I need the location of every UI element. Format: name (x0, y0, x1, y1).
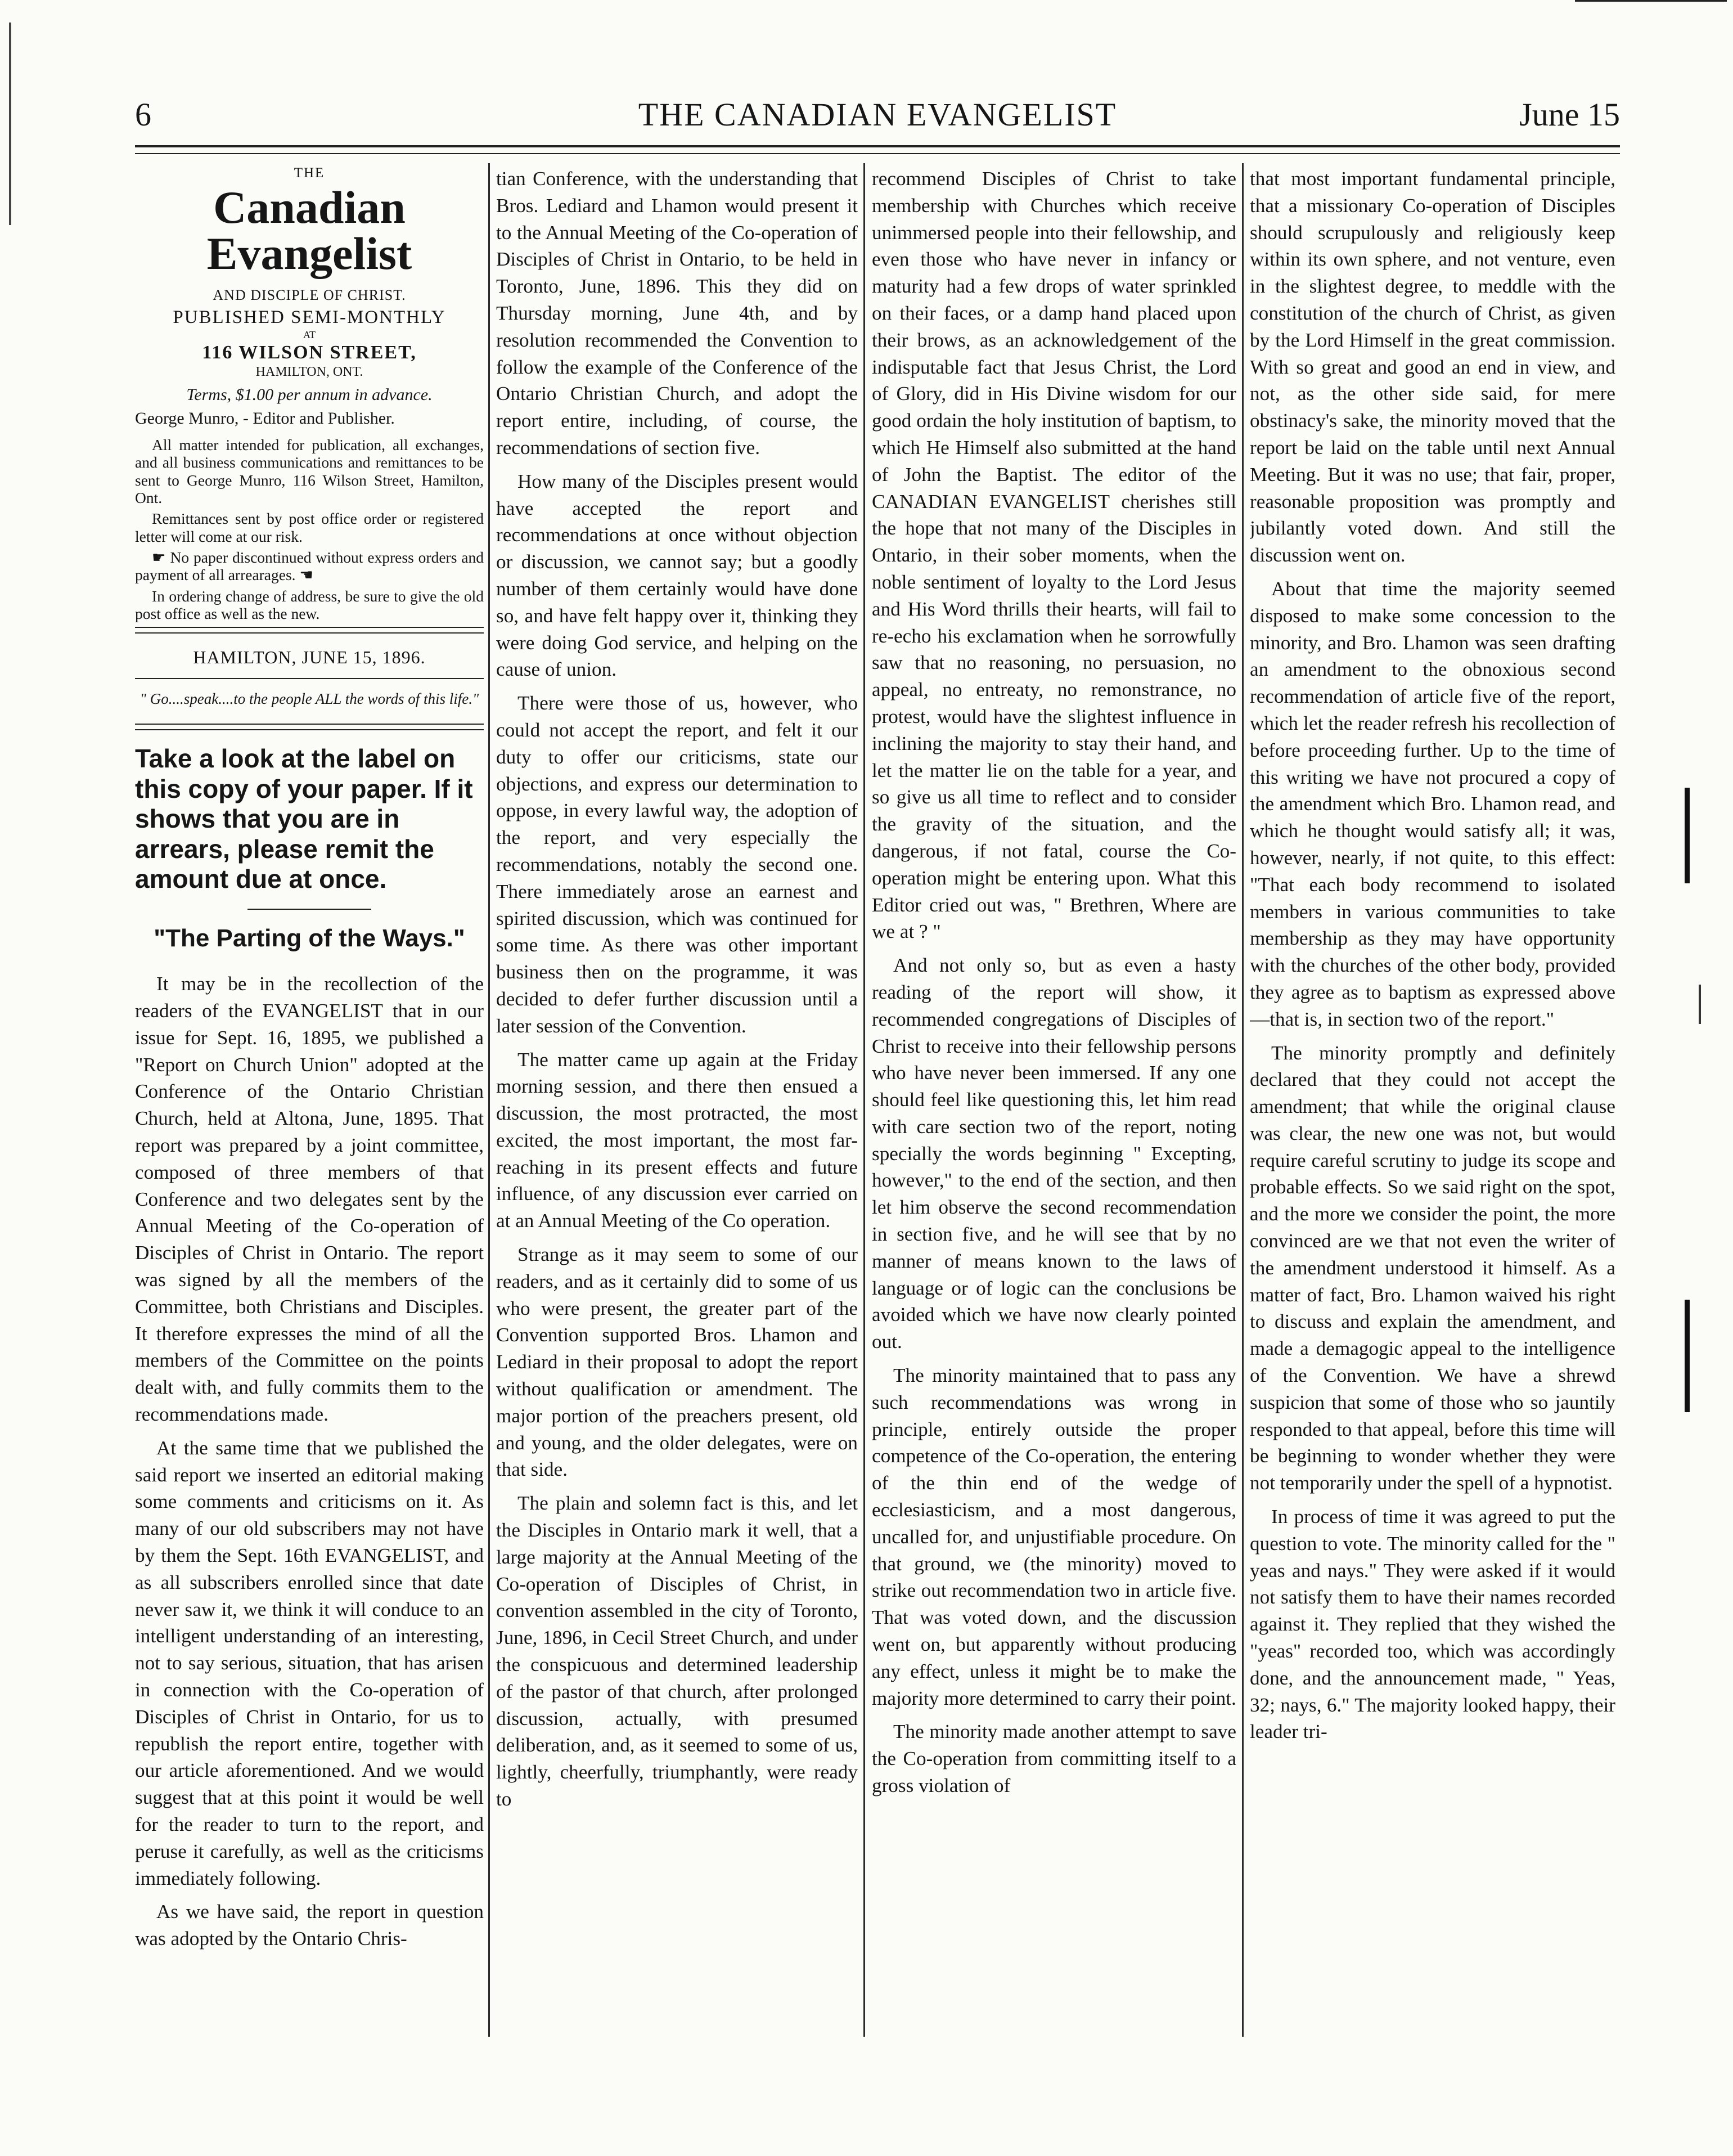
masthead-subtitle: AND DISCIPLE OF CHRIST. (213, 287, 406, 303)
article-paragraph: The matter came up again at the Friday morning session, and there then ensued a discussion, the most protracted, the most excited, the most important, the most far-reaching in its present effects and future influence, of any discussion ever carried on at an Annual Meeting of the Co operation. (496, 1048, 858, 1232)
masthead-the: THE (294, 165, 325, 181)
article-paragraph: The plain and solemn fact is this, and let the Disciples in Ontario mark it well, that a large majority at the Annual Meeting of the Co-operation of Disciples of Christ, in convention assembled in the city of Toronto, June, 1896, in Cecil Street Church, and under the conspicuous and determined leadership of the pastor of that church, after prolonged discussion, actually, with presumed deliberation, and, as it seemed to some of us, lightly, cheerfully, triumphantly, were ready to (496, 1492, 858, 1811)
margin-mark (1699, 985, 1701, 1024)
article-paragraph: tian Conference, with the understanding that Bros. Lediard and Lhamon would present it to the Annual Meeting of the Co-operation of Disciples of Christ in Ontario, to be held in Toronto, June, 1896. This they did on Thursday morning, June 4th, and by resolution recommended the Convention to follow the example of the Conference of the Ontario Christian Church, and adopt the report entire, including, of course, the recommendations of section five. (496, 168, 858, 459)
divider (135, 627, 484, 628)
divider (247, 909, 371, 910)
article-paragraph: It may be in the recollection of the readers of the EVANGELIST that in our issue for Sept. 16, 1895, we published a "Report on Church Union" adopted at the Conference of the Ontario Christian Church, held at Altona, June, 1895. That report was prepared by a joint committee, composed of three members of that Conference and two delegates sent by the Annual Meeting of the Co-operation of Disciples of Christ in Ontario. The report was signed by all the members of the Committee, both Christians and Disciples. It therefore expresses the mind of all the members of the Committee on the points dealt with, and fully commits them to the recommendations made. (135, 973, 484, 1426)
masthead-note: Remittances sent by post office order or registered letter will come at our risk. (135, 510, 484, 545)
masthead-city: HAMILTON, ONT. (255, 365, 363, 379)
page-number: 6 (135, 96, 151, 133)
left-edge-mark (9, 23, 11, 225)
column-rule-1 (488, 163, 490, 2037)
article-paragraph: In process of time it was agreed to put the question to vote. The minority called for the " yeas and nays." They were asked if it would not satisfy them to have their names recorded against it. They replied that they wished the "yeas" recorded too, which was accordingly done, and the announcement made, " Yeas, 32; nays, 6." The majority looked happy, their leader tri- (1250, 1506, 1615, 1743)
header-rule-bottom (135, 153, 1620, 154)
column-1 (135, 165, 484, 2039)
margin-mark (1685, 1300, 1690, 1412)
masthead-note: All matter intended for publication, all exchanges, and all business communications and remittances to be sent to George Munro, 116 Wilson Street, Hamilton, Ont. (135, 436, 484, 507)
article-paragraph: As we have said, the report in question was adopted by the Ontario Chris- (135, 1901, 484, 1950)
article-paragraph: At the same time that we published the said report we inserted an editorial making some comments and criticisms on it. As many of our old subscribers may not have by them the Sept. 16th EVANGELIST, and as all subscribers enrolled since that date never saw it, we think it will conduce to an intelligent understanding of an interesting, not to say serious, situation, that has arisen in connection with the Co-operation of Disciples of Christ in Ontario, for us to republish the report entire, together with our article aforementioned. And we would suggest that at this point it would be well for the reader to turn to the report, and peruse it carefully, as well as the criticisms immediately following. (135, 1436, 484, 1889)
divider (135, 678, 484, 679)
subscription-terms: Terms, $1.00 per annum in advance. (186, 385, 433, 404)
issue-date: June 15 (1519, 96, 1620, 133)
editor-line: George Munro, - Editor and Publisher. (135, 409, 395, 428)
article-paragraph: There were those of us, however, who could not accept the report, and felt it our duty to offer our criticisms, state our objections, and express our determination to oppose, in every lawful way, the adoption of the report, and very especially the recommendations, notably the second one. There immediately arose an earnest and spirited discussion, which was continued for some time. As there was other important business then on the programme, it was decided to defer further discussion until a later session of the Convention. (496, 692, 858, 1037)
masthead-note: In ordering change of address, be sure to give the old post office as well as the new. (135, 587, 484, 623)
article-paragraph: About that time the majority seemed disposed to make some concession to the minority, and Bro. Lhamon was seen drafting an amendment to the obnoxious second recommendation of article five of the report, which let the reader refresh his recollection of before proceeding further. Up to the time of this writing we have not procured a copy of the amendment which Bro. Lhamon read, and which he thought would satisfy all; it was, however, nearly, if not quite, to this effect: "That each body recommend to isolated members in various communities to take membership as they may have opportunity with the churches of the other body, provided they agree as to baptism as expressed above—that is, in section two of the report." (1250, 577, 1615, 1030)
article-paragraph: The minority promptly and definitely declared that they could not accept the amendment; that while the original clause was clear, the new one was not, but would require careful scrutiny to judge its scope and probable effects. So we said right on the spot, and the more we consider the point, the more convinced are we that not even the writer of the amendment understood it himself. As a matter of fact, Bro. Lhamon waived his right to discuss and explain the amendment, and made a demagogic appeal to the intelligence of the Convention. We have a shrewd suspicion that some of those who so jauntily responded to that appeal, before this time will be beginning to wonder whether they were not temporarily under the spell of a hypnotist. (1250, 1041, 1615, 1494)
divider (135, 632, 484, 634)
arrears-notice: Take a look at the label on this copy of your paper. If it shows that you are in arrears, please remit the amount due at once. (135, 744, 473, 893)
column-rule-3 (1242, 163, 1244, 2037)
header-rule-top (135, 145, 1620, 147)
masthead (135, 165, 484, 622)
masthead-street: 116 WILSON STREET, (202, 342, 417, 363)
column-rule-2 (863, 163, 865, 2037)
page-header (135, 96, 1620, 136)
column-3 (872, 165, 1236, 2039)
top-corner-rule (1575, 0, 1727, 2)
article-paragraph: recommend Disciples of Christ to take membership with Churches which receive unimmersed people into their fellowship, and even those who have never in infancy or maturity had a few drops of water sprinkled on their faces, or a damp hand placed upon their brows, as an acknowledgement of the indisputable fact that Jesus Christ, the Lord of Glory, did in His Divine wisdom for our good ordain the holy institution of baptism, to which He Himself also submitted at the hand of John the Baptist. The editor of the CANADIAN EVANGELIST cherishes still the hope that not many of the Disciples in Ontario, in their sober moments, when the noble sentiment of loyalty to the Lord Jesus and His Word thrills their hearts, will fail to re-echo his exclamation when he sorrowfully saw that no reasoning, no persuasion, no appeal, no entreaty, no remonstrance, no protest, would have the slightest influence in inclining the majority to stay their hand, and let the matter lie on the table for a year, and so give us all time to reflect and to consider the gravity of the situation, and the dangerous, if not fatal, course the Co-operation might be entering upon. What this Editor cried out was, " Brethren, Where are we at ? " (872, 168, 1236, 943)
divider (135, 729, 484, 730)
margin-mark (1685, 788, 1690, 883)
masthead-note: ☛ No paper discontinued without express orders and payment of all arrearages. ☚ (135, 549, 484, 584)
column-4 (1250, 165, 1615, 2039)
article-paragraph: And not only so, but as even a hasty reading of the report will show, it recommended congregations of Disciples of Christ to receive into their fellowship persons who have never been immersed. If any one should feel like questioning this, let him read with care section two of the report, noting specially the words beginning " Excepting, however," to the end of the section, and then let him observe the second recommendation in section five, and he will see that by no manner of means known to the laws of language or of logic can the conclusions be avoided which we have now clearly pointed out. (872, 954, 1236, 1353)
article-paragraph: How many of the Disciples present would have accepted the report and recommendations at once without objection or discussion, we cannot say; but a goodly number of them certainly would have done so, and have felt happy over it, thinking they were doing God service, and helping on the cause of union. (496, 470, 858, 681)
masthead-at: AT (303, 329, 316, 340)
masthead-frequency: PUBLISHED SEMI-MONTHLY (173, 307, 446, 327)
article-paragraph: that most important fundamental principle, that a missionary Co-operation of Disciples should scrupulously and religiously keep within its own sphere, and not venture, even in the slightest degree, to meddle with the constitution of the church of Christ, as given by the Lord Himself in the great commission. With so great and good an end in view, and not, as the other side said, for mere obstinacy's sake, the minority moved that the report be laid on the table until next Annual Meeting. But it was no use; that fair, proper, reasonable proposition was promptly and jubilantly voted down. And still the discussion went on. (1250, 168, 1615, 567)
column-2 (496, 165, 858, 2039)
article-title: "The Parting of the Ways." (154, 924, 465, 953)
motto: " Go....speak....to the people ALL the words of this life." (139, 690, 479, 708)
article-paragraph: The minority made another attempt to save the Co-operation from committing itself to a gross violation of (872, 1721, 1236, 1797)
masthead-title: Canadian Evangelist (206, 182, 412, 279)
divider (135, 724, 484, 725)
dateline: HAMILTON, JUNE 15, 1896. (193, 647, 426, 668)
article-paragraph: Strange as it may seem to some of our readers, and as it certainly did to some of us who were present, the greater part of the Convention supported Bros. Lhamon and Lediard in their proposal to adopt the report without qualification or amendment. The major portion of the preachers present, old and young, and the older delegates, were on that side. (496, 1243, 858, 1481)
publication-title: THE CANADIAN EVANGELIST (638, 96, 1117, 133)
article-paragraph: The minority maintained that to pass any such recommendations was wrong in principle, entirely outside the proper competence of the Co-operation, the entering of the thin end of the wedge of ecclesiasticism, and a most dangerous, uncalled for, and unjustifiable procedure. On that ground, we (the minority) moved to strike out recommendation two in article five. That was voted down, and the discussion went on, but apparently without producing any effect, unless it might be to make the majority more determined to carry their point. (872, 1364, 1236, 1709)
